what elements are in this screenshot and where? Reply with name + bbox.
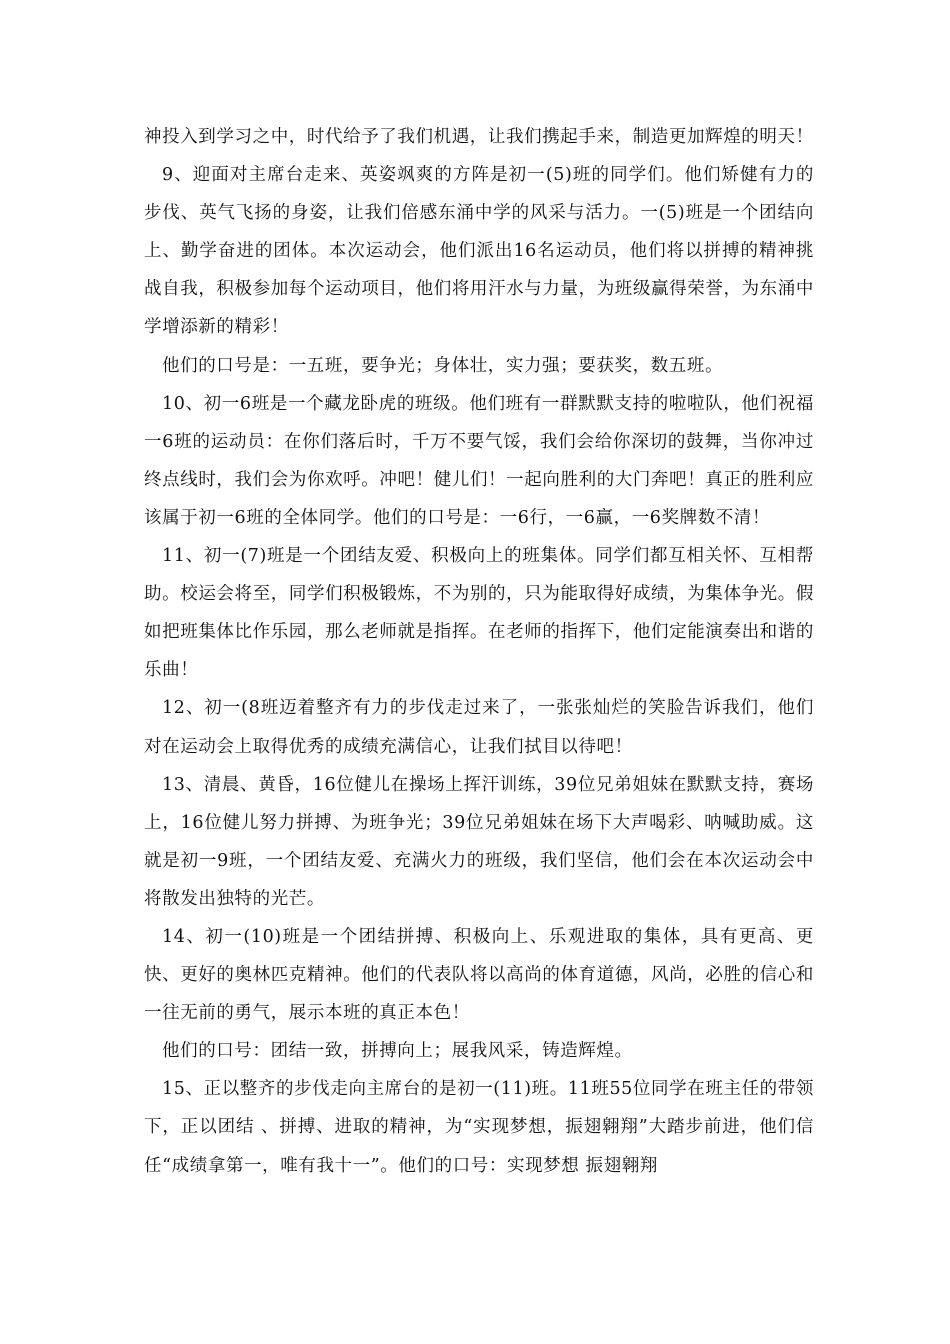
paragraph-item-15: 15、正以整齐的步伐走向主席台的是初一(11)班。11班55位同学在班主任的带领下，正以团结 、拼搏、进取的精神，为“实现梦想，振翅翱翔”大踏步前进，他们信任“成绩拿第一，唯有我十一”。他们的口号：实现梦想 振翅翱翔 xyxy=(144,1079,814,1176)
paragraph-item-10: 10、初一6班是一个藏龙卧虎的班级。他们班有一群默默支持的啦啦队，他们祝福一6班的运动员：在你们落后时，千万不要气馁，我们会给你深切的鼓舞，当你冲过终点线时，我们会为你欢呼。冲吧！健儿们！一起向胜利的大门奔吧！真正的胜利应该属于初一6班的全体同学。他们的口号是：一6行，一6赢，一6奖牌数不清！ xyxy=(144,393,814,528)
paragraph-slogan-class-10: 他们的口号：团结一致，拼搏向上；展我风采，铸造辉煌。 xyxy=(162,1041,633,1062)
paragraph-item-13: 13、清晨、黄昏，16位健儿在操场上挥汗训练，39位兄弟姐妹在默默支持，赛场上，16位健儿努力拼搏、为班争光；39位兄弟姐妹在场下大声喝彩、呐喊助威。这就是初一9班，一个团结友爱、充满火力的班级，我们坚信，他们会在本次运动会中将散发出独特的光芒。 xyxy=(144,774,814,909)
paragraph-item-12: 12、初一(8班迈着整齐有力的步伐走过来了，一张张灿烂的笑脸告诉我们，他们对在运动会上取得优秀的成绩充满信心，让我们拭目以待吧！ xyxy=(144,698,814,757)
paragraph-item-14: 14、初一(10)班是一个团结拼搏、积极向上、乐观进取的集体，具有更高、更快、更好的奥林匹克精神。他们的代表队将以高尚的体育道德，风尚，必胜的信心和一往无前的勇气，展示本班的真正本色！ xyxy=(144,926,814,1024)
paragraph-slogan-class-5: 他们的口号是：一五班，要争光；身体壮，实力强；要获奖，数五班。 xyxy=(162,355,724,376)
paragraph-item-9: 9、迎面对主席台走来、英姿飒爽的方阵是初一(5)班的同学们。他们矫健有力的步伐、英气飞扬的身姿，让我们倍感东涌中学的风采与活力。一(5)班是一个团结向上、勤学奋进的团体。本次运动会，他们派出16名运动员，他们将以拼搏的精神挑战自我，积极参加每个运动项目，他们将用汗水与力量，为班级赢得荣誉，为东涌中学增添新的精彩！ xyxy=(144,165,814,338)
paragraph-item-11: 11、初一(7)班是一个团结友爱、积极向上的班集体。同学们都互相关怀、互相帮助。校运会将至，同学们积极锻炼，不为别的，只为能取得好成绩，为集体争光。假如把班集体比作乐园，那么老师就是指挥。在老师的指挥下，他们定能演奏出和谐的乐曲！ xyxy=(144,546,814,681)
document-body xyxy=(144,118,814,1185)
paragraph-continuation: 神投入到学习之中，时代给予了我们机遇，让我们携起手来，制造更加辉煌的明天！ xyxy=(144,127,814,147)
